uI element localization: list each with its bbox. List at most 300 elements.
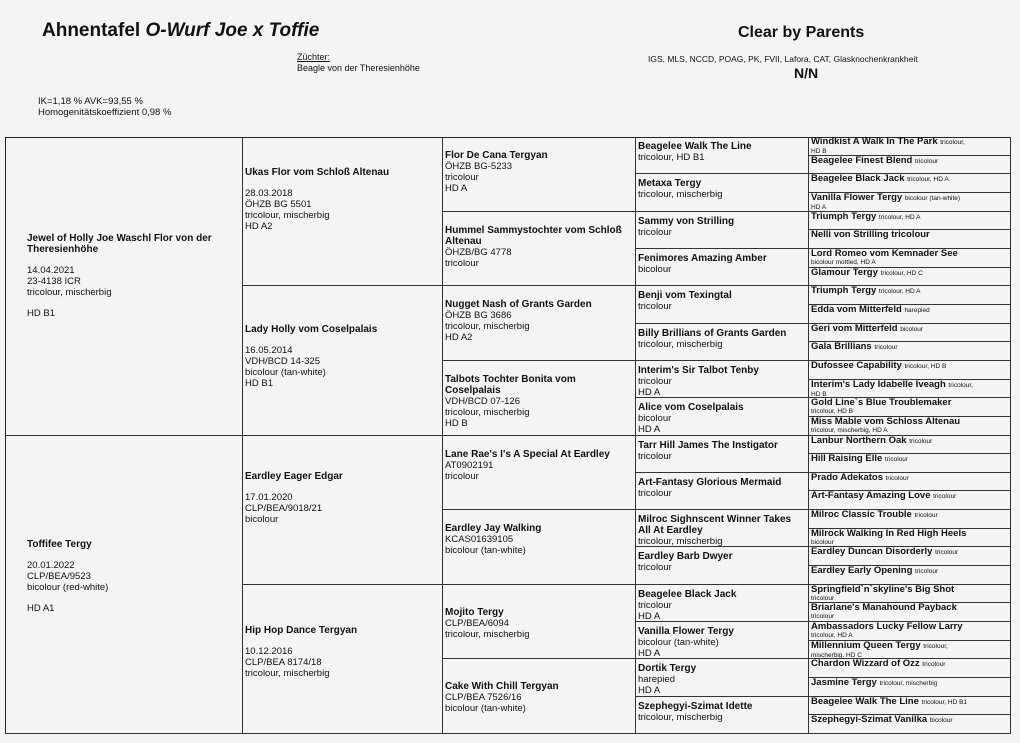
hd-grade: HD A bbox=[638, 610, 661, 622]
hd-grade: HD A bbox=[638, 685, 661, 697]
dog-name: Beagelee Walk The Line bbox=[638, 141, 752, 152]
breeder-name: Beagle von der Theresienhöhe bbox=[297, 63, 420, 73]
dog-name: Triumph Tergy bbox=[811, 286, 877, 297]
dog-name: Szephegyi-Szimat Vanilka bbox=[811, 715, 928, 726]
hd-grade: HD A2 bbox=[445, 332, 473, 344]
dog-details: bicolour bbox=[638, 413, 672, 425]
pedigree-cell-gen4 bbox=[636, 324, 809, 361]
cell-content bbox=[811, 193, 1009, 211]
birth-date: 16.05.2014 bbox=[245, 345, 293, 357]
pedigree-cell-gen3 bbox=[443, 659, 636, 734]
dog-name: Lane Rae's I's A Special At Eardley bbox=[445, 448, 610, 460]
pedigree-cell-gen4 bbox=[636, 137, 809, 174]
cell-content bbox=[811, 585, 1009, 602]
cell-content bbox=[811, 566, 1009, 577]
dog-details: tricolour, HD B1 bbox=[921, 698, 968, 706]
pedigree-cell-gen5 bbox=[809, 361, 1011, 380]
cell-content bbox=[811, 342, 1009, 353]
pedigree-cell-gen5 bbox=[809, 641, 1011, 660]
dog-details: tricolour, bbox=[948, 381, 973, 389]
dog-name: Beagelee Black Jack bbox=[638, 588, 737, 600]
dog-name: Flor De Cana Tergyan bbox=[445, 150, 548, 161]
registration-number: ÖHZB BG 3686 bbox=[445, 310, 512, 322]
dog-name: Dortik Tergy bbox=[638, 663, 697, 675]
pedigree-cell-gen5 bbox=[809, 585, 1011, 604]
coat-color: tricolour bbox=[445, 172, 479, 183]
dog-details: tricolour bbox=[811, 594, 835, 602]
dog-details: tricolour, HD B1 bbox=[638, 152, 705, 163]
dog-details: bicolour bbox=[811, 538, 834, 546]
dog-details: tricolour bbox=[638, 487, 672, 499]
dog-name-line bbox=[811, 156, 1009, 167]
title-prefix: Ahnentafel bbox=[42, 20, 141, 41]
cell-content bbox=[811, 659, 1009, 670]
dog-details: tricolour, HD C bbox=[880, 269, 923, 277]
dog-name: Eardley Jay Walking bbox=[445, 523, 542, 535]
cell-content bbox=[811, 380, 1009, 398]
dog-details: mischerbig, HD C bbox=[811, 651, 862, 659]
cell-content bbox=[638, 178, 806, 200]
pedigree-cell-gen5 bbox=[809, 212, 1011, 231]
coat-color: tricolour, mischerbig bbox=[27, 287, 112, 298]
dog-name: Edda vom Mitterfeld bbox=[811, 304, 902, 315]
dog-name: Briarlane's Manahound Payback bbox=[811, 603, 957, 614]
cell-content bbox=[638, 663, 806, 696]
dog-name-line bbox=[811, 305, 1009, 316]
cell-content bbox=[245, 167, 440, 232]
dog-name-line bbox=[811, 585, 1009, 595]
coat-color: tricolour bbox=[445, 470, 479, 482]
dog-details: tricolour, HD B bbox=[904, 362, 947, 370]
cell-content bbox=[445, 449, 633, 482]
dog-details: tricolour, mischerbig bbox=[638, 711, 723, 723]
dog-name: Milrock Walking In Red High Heels bbox=[811, 528, 967, 539]
pedigree-cell-gen5 bbox=[809, 305, 1011, 324]
dog-details: tricolour bbox=[933, 493, 957, 501]
cell-content bbox=[811, 715, 1009, 726]
dog-name: Springfield`n`skyline's Big Shot bbox=[811, 584, 955, 595]
dog-name: Millennium Queen Tergy bbox=[811, 640, 921, 651]
hd-grade: HD B1 bbox=[27, 308, 55, 319]
pedigree-cell-gen4 bbox=[636, 697, 809, 734]
dog-name-line bbox=[811, 491, 1009, 502]
dog-name-line bbox=[811, 697, 1009, 708]
registration-number: CLP/BEA/6094 bbox=[445, 617, 509, 629]
dog-details: tricolour bbox=[915, 157, 939, 165]
registration-number: CLP/BEA 8174/18 bbox=[245, 656, 322, 668]
dog-name: Vanilla Flower Tergy bbox=[638, 626, 734, 638]
dog-details: HD A bbox=[811, 203, 827, 211]
birth-date: 14.04.2021 bbox=[27, 265, 75, 276]
coat-color: bicolour (tan-white) bbox=[445, 545, 526, 557]
cell-content bbox=[638, 328, 806, 350]
cell-content bbox=[811, 230, 1009, 240]
dog-details: tricolour, HD A bbox=[878, 288, 921, 296]
pedigree-cell-gen5 bbox=[809, 697, 1011, 716]
dog-name: Jasmine Tergy bbox=[811, 678, 877, 689]
homogeneity-line: Homogenitätskoeffizient 0,98 % bbox=[38, 107, 172, 118]
dog-details: bicolour (tan-white) bbox=[904, 194, 961, 202]
cell-content bbox=[811, 491, 1009, 502]
dog-name: Metaxa Tergy bbox=[638, 178, 702, 190]
registration-number: CLP/BEA/9523 bbox=[27, 570, 91, 582]
dog-details: tricolour, mischerbig bbox=[638, 536, 723, 548]
dog-details: bicolour mottled, HD A bbox=[811, 258, 876, 266]
cell-content bbox=[811, 361, 1009, 372]
cell-content bbox=[638, 477, 806, 499]
dog-name: Nelli von Strilling tricolour bbox=[811, 230, 930, 241]
dog-details: tricolour, bbox=[923, 642, 948, 650]
dog-name: Talbots Tochter Bonita vom Coselpalais bbox=[445, 373, 576, 396]
pedigree-cell-gen5 bbox=[809, 342, 1011, 361]
cell-content bbox=[445, 523, 633, 556]
dog-name-line bbox=[811, 659, 1009, 670]
dog-name-line bbox=[811, 286, 1009, 297]
pedigree-cell-gen5 bbox=[809, 268, 1011, 287]
cell-content bbox=[811, 305, 1009, 316]
dog-name-line bbox=[811, 398, 1009, 408]
dog-details: bicolour bbox=[900, 325, 923, 333]
dog-name-line bbox=[811, 268, 1009, 279]
pedigree-cell-gen5 bbox=[809, 566, 1011, 585]
cell-content bbox=[638, 253, 806, 275]
dog-details: tricolour, bbox=[940, 139, 965, 146]
birth-date: 20.01.2022 bbox=[27, 559, 75, 571]
dog-name: Eardley Barb Dwyer bbox=[638, 551, 733, 563]
hd-grade: HD A2 bbox=[245, 221, 273, 232]
cell-content bbox=[811, 324, 1009, 335]
coat-color: tricolour bbox=[445, 257, 479, 269]
pedigree-cell-gen5 bbox=[809, 249, 1011, 268]
dog-name: Dufossee Capability bbox=[811, 360, 902, 371]
dog-name: Beagelee Black Jack bbox=[811, 174, 905, 185]
dog-name: Windkist A Walk In The Park bbox=[811, 137, 938, 147]
dog-name: Hummel Sammystochter vom Schloß Altenau bbox=[445, 224, 622, 247]
dog-details: tricolour bbox=[884, 456, 909, 464]
pedigree-cell-gen5 bbox=[809, 715, 1011, 734]
dog-name: Jewel of Holly Joe Waschl Flor von der Theresienhöhe bbox=[27, 233, 212, 255]
hd-grade: HD A bbox=[638, 424, 661, 436]
dog-details: tricolour, mischerbig bbox=[638, 338, 723, 350]
dog-name-line bbox=[811, 473, 1009, 484]
dog-name-line bbox=[811, 678, 1009, 689]
genetic-tests-list: IGS, MLS, NCCD, POAG, PK, FVII, Lafora, CAT, Glasknochenkrankheit bbox=[648, 54, 918, 64]
dog-name: Eardley Eager Edgar bbox=[245, 470, 343, 482]
dog-name-line bbox=[811, 212, 1009, 223]
hd-grade: HD B1 bbox=[245, 378, 273, 390]
coat-color: bicolour (red-white) bbox=[27, 581, 109, 593]
pedigree-cell-gen1 bbox=[5, 436, 243, 735]
pedigree-cell-gen5 bbox=[809, 510, 1011, 529]
pedigree-cell-gen4 bbox=[636, 361, 809, 398]
cell-content bbox=[27, 233, 242, 319]
cell-content bbox=[811, 547, 1009, 558]
dog-name-line bbox=[811, 547, 1009, 558]
birth-date: 28.03.2018 bbox=[245, 188, 293, 199]
cell-content bbox=[638, 626, 806, 659]
genetic-result: N/N bbox=[794, 65, 819, 81]
dog-name: Milroc Sighnscent Winner Takes All At Eardley bbox=[638, 514, 792, 537]
pedigree-cell-gen5 bbox=[809, 473, 1011, 492]
dog-name: Glamour Tergy bbox=[811, 267, 878, 278]
pedigree-cell-gen5 bbox=[809, 436, 1011, 455]
coat-color: tricolour, mischerbig bbox=[445, 321, 530, 333]
pedigree-cell-gen4 bbox=[636, 286, 809, 323]
pedigree-cell-gen5 bbox=[809, 622, 1011, 641]
cell-content bbox=[445, 299, 633, 343]
dog-name: Sammy von Strilling bbox=[638, 215, 735, 227]
cell-content bbox=[638, 402, 806, 435]
cell-content bbox=[445, 150, 633, 194]
cell-content bbox=[638, 514, 806, 547]
dog-name-line bbox=[811, 603, 1009, 613]
cell-content bbox=[638, 365, 806, 398]
pedigree-cell-gen2 bbox=[243, 585, 443, 734]
dog-name: Nugget Nash of Grants Garden bbox=[445, 299, 592, 311]
cell-content bbox=[638, 551, 806, 573]
dog-name: Beagelee Walk The Line bbox=[811, 696, 919, 707]
cell-content bbox=[811, 641, 1009, 659]
dog-name: Geri vom Mitterfeld bbox=[811, 323, 898, 334]
pedigree-cell-gen4 bbox=[636, 547, 809, 584]
dog-details: bicolour (tan-white) bbox=[638, 637, 719, 649]
registration-number: CLP/BEA 7526/16 bbox=[445, 692, 522, 704]
cell-content bbox=[245, 324, 440, 389]
pedigree-cell-gen3 bbox=[443, 286, 636, 361]
dog-name: Ukas Flor vom Schloß Altenau bbox=[245, 167, 390, 178]
page-title bbox=[42, 20, 319, 42]
pedigree-cell-gen1 bbox=[5, 137, 243, 436]
coat-color: tricolour, mischerbig bbox=[445, 406, 530, 418]
hd-grade: HD A bbox=[638, 648, 661, 660]
dog-details: tricolour bbox=[915, 568, 939, 576]
pedigree-cell-gen5 bbox=[809, 678, 1011, 697]
coat-color: tricolour, mischerbig bbox=[245, 667, 330, 679]
cell-content bbox=[638, 216, 806, 238]
pedigree-cell-gen5 bbox=[809, 230, 1011, 249]
cell-content bbox=[27, 539, 242, 614]
dog-details: tricolour, mischerbig bbox=[638, 189, 723, 201]
dog-details: tricolour bbox=[935, 549, 959, 557]
coat-color: bicolour (tan-white) bbox=[245, 367, 326, 379]
dog-name: Prado Adekatos bbox=[811, 472, 883, 483]
dog-name: Ambassadors Lucky Fellow Larry bbox=[811, 622, 963, 633]
dog-name: Hip Hop Dance Tergyan bbox=[245, 624, 358, 636]
pedigree-cell-gen5 bbox=[809, 324, 1011, 343]
cell-content bbox=[811, 137, 1009, 155]
cell-content bbox=[245, 625, 440, 679]
pedigree-cell-gen5 bbox=[809, 137, 1011, 156]
pedigree-cell-gen5 bbox=[809, 529, 1011, 548]
pedigree-cell-gen3 bbox=[443, 361, 636, 436]
cell-content bbox=[811, 697, 1009, 708]
cell-content bbox=[811, 622, 1009, 639]
birth-date: 10.12.2016 bbox=[245, 645, 293, 657]
dog-name-line bbox=[811, 566, 1009, 577]
dog-details: tricolour bbox=[638, 375, 672, 387]
dog-name: Eardley Duncan Disorderly bbox=[811, 547, 933, 558]
hd-grade: HD A1 bbox=[27, 602, 55, 614]
dog-details: tricolour bbox=[638, 301, 672, 313]
cell-content bbox=[811, 417, 1009, 434]
dog-name-line bbox=[811, 622, 1009, 632]
dog-name-line bbox=[811, 361, 1009, 372]
cell-content bbox=[638, 589, 806, 622]
dog-details: tricolour, HD A bbox=[811, 632, 853, 640]
dog-name: Szephegyi-Szimat Idette bbox=[638, 700, 753, 712]
pedigree-cell-gen3 bbox=[443, 212, 636, 287]
dog-details: harepied bbox=[638, 674, 675, 686]
registration-number: VDH/BCD 07-126 bbox=[445, 395, 520, 407]
cell-content bbox=[445, 374, 633, 429]
cell-content bbox=[638, 440, 806, 462]
cell-content bbox=[811, 249, 1009, 266]
pedigree-cell-gen4 bbox=[636, 174, 809, 211]
dog-name-line bbox=[811, 174, 1009, 185]
dog-name: Interim's Lady Idabelle Iveagh bbox=[811, 379, 946, 390]
dog-details: tricolour bbox=[885, 474, 909, 482]
birth-date: 17.01.2020 bbox=[245, 491, 293, 503]
pedigree-cell-gen4 bbox=[636, 473, 809, 510]
dog-name-line bbox=[811, 529, 1009, 539]
dog-name: Lord Romeo vom Kemnader See bbox=[811, 248, 958, 259]
dog-name: Fenimores Amazing Amber bbox=[638, 252, 767, 264]
dog-name-line bbox=[811, 510, 1009, 521]
cell-content bbox=[811, 510, 1009, 521]
dog-name: Tarr Hill James The Instigator bbox=[638, 439, 778, 451]
dog-name-line bbox=[811, 193, 1009, 204]
pedigree-cell-gen4 bbox=[636, 622, 809, 659]
dog-details: tricolour bbox=[811, 613, 835, 621]
dog-details: tricolour bbox=[922, 661, 946, 669]
pedigree-cell-gen5 bbox=[809, 398, 1011, 417]
cell-content bbox=[811, 454, 1009, 465]
registration-number: ÖHZB BG-5233 bbox=[445, 161, 513, 172]
dog-details: tricolour bbox=[638, 599, 672, 611]
pedigree-cell-gen5 bbox=[809, 659, 1011, 678]
dog-details: bicolour bbox=[638, 263, 672, 275]
hd-grade: HD B bbox=[445, 417, 468, 429]
pedigree-cell-gen5 bbox=[809, 156, 1011, 175]
cell-content bbox=[811, 529, 1009, 546]
pedigree-cell-gen5 bbox=[809, 454, 1011, 473]
dog-name: Cake With Chill Tergyan bbox=[445, 681, 559, 693]
dog-name-line bbox=[811, 641, 1009, 652]
dog-name: Lady Holly vom Coselpalais bbox=[245, 324, 378, 336]
inbreeding-info bbox=[38, 96, 171, 118]
pedigree-cell-gen5 bbox=[809, 417, 1011, 436]
pedigree-cell-gen5 bbox=[809, 380, 1011, 399]
pedigree-cell-gen5 bbox=[809, 193, 1011, 212]
dog-name: Milroc Classic Trouble bbox=[811, 510, 912, 521]
dog-name: Billy Brillians of Grants Garden bbox=[638, 327, 787, 339]
dog-name-line bbox=[811, 417, 1009, 427]
dog-name: Eardley Early Opening bbox=[811, 566, 913, 577]
dog-details: tricolour, mischerbig, HD A bbox=[811, 426, 888, 434]
pedigree-cell-gen4 bbox=[636, 585, 809, 622]
dog-details: tricolour bbox=[909, 437, 933, 445]
dog-name-line bbox=[811, 380, 1009, 391]
pedigree-cell-gen3 bbox=[443, 510, 636, 585]
dog-name-line bbox=[811, 342, 1009, 353]
pedigree-cell-gen2 bbox=[243, 286, 443, 435]
dog-details: tricolour bbox=[638, 562, 672, 574]
cell-content bbox=[811, 603, 1009, 620]
pedigree-cell-gen4 bbox=[636, 212, 809, 249]
dog-name: Vanilla Flower Tergy bbox=[811, 192, 903, 203]
pedigree-cell-gen3 bbox=[443, 436, 636, 511]
pedigree-cell-gen5 bbox=[809, 603, 1011, 622]
cell-content bbox=[811, 398, 1009, 415]
dog-name-line bbox=[811, 137, 1009, 148]
breeder-info bbox=[297, 52, 420, 74]
dog-name: Miss Mable vom Schloss Altenau bbox=[811, 416, 961, 427]
hd-grade: HD A bbox=[445, 183, 468, 194]
pedigree-cell-gen3 bbox=[443, 585, 636, 660]
dog-name: Mojito Tergy bbox=[445, 606, 504, 618]
cell-content bbox=[811, 473, 1009, 484]
registration-number: KCAS01639105 bbox=[445, 534, 514, 546]
ik-avk-line: IK=1,18 % AVK=93,55 % bbox=[38, 96, 143, 107]
dog-name-line bbox=[811, 454, 1009, 465]
dog-name: Art-Fantasy Amazing Love bbox=[811, 491, 931, 502]
cell-content bbox=[245, 471, 440, 525]
dog-name: Beagelee Finest Blend bbox=[811, 155, 913, 166]
dog-name: Gold Line`s Blue Troublemaker bbox=[811, 398, 952, 409]
dog-details: tricolour, HD A bbox=[878, 213, 921, 221]
pedigree-cell-gen2 bbox=[243, 137, 443, 286]
cell-content bbox=[811, 286, 1009, 297]
cell-content bbox=[811, 678, 1009, 689]
pedigree-cell-gen5 bbox=[809, 174, 1011, 193]
cell-content bbox=[638, 290, 806, 312]
cell-content bbox=[811, 436, 1009, 447]
cell-content bbox=[445, 607, 633, 640]
cell-content bbox=[638, 141, 806, 163]
breeder-label: Züchter: bbox=[297, 52, 331, 62]
coat-color: bicolour (tan-white) bbox=[445, 703, 526, 715]
pedigree-cell-gen4 bbox=[636, 510, 809, 547]
pedigree-cell-gen2 bbox=[243, 436, 443, 585]
dog-name: Benji vom Texingtal bbox=[638, 290, 732, 302]
dog-name: Alice vom Coselpalais bbox=[638, 402, 744, 414]
hd-grade: HD A bbox=[638, 386, 661, 398]
cell-content bbox=[445, 681, 633, 714]
dog-details: tricolour, mischerbig bbox=[879, 680, 938, 688]
dog-name: Chardon Wizzard of Ozz bbox=[811, 659, 920, 670]
pedigree-cell-gen4 bbox=[636, 659, 809, 696]
registration-number: VDH/BCD 14-325 bbox=[245, 356, 320, 368]
dog-details: tricolour, HD B bbox=[811, 408, 853, 416]
pedigree-cell-gen4 bbox=[636, 249, 809, 286]
dog-name-line bbox=[811, 324, 1009, 335]
dog-details: tricolour bbox=[638, 226, 672, 238]
pedigree-cell-gen3 bbox=[443, 137, 636, 212]
dog-name: Lanbur Northern Oak bbox=[811, 435, 907, 446]
pedigree-cell-gen5 bbox=[809, 491, 1011, 510]
dog-name: Toffifee Tergy bbox=[27, 538, 92, 550]
registration-number: ÖHZB/BG 4778 bbox=[445, 246, 512, 258]
cell-content bbox=[811, 174, 1009, 185]
dog-details: HD B bbox=[811, 148, 827, 155]
dog-name: Hill Raising Elle bbox=[811, 454, 883, 465]
dog-name: Interim's Sir Talbot Tenby bbox=[638, 364, 759, 376]
cell-content bbox=[445, 225, 633, 269]
dog-name-line bbox=[811, 436, 1009, 447]
registration-number: 23-4138 ICR bbox=[27, 276, 81, 287]
clear-by-parents-title: Clear by Parents bbox=[738, 24, 865, 41]
registration-number: CLP/BEA/9018/21 bbox=[245, 502, 323, 514]
